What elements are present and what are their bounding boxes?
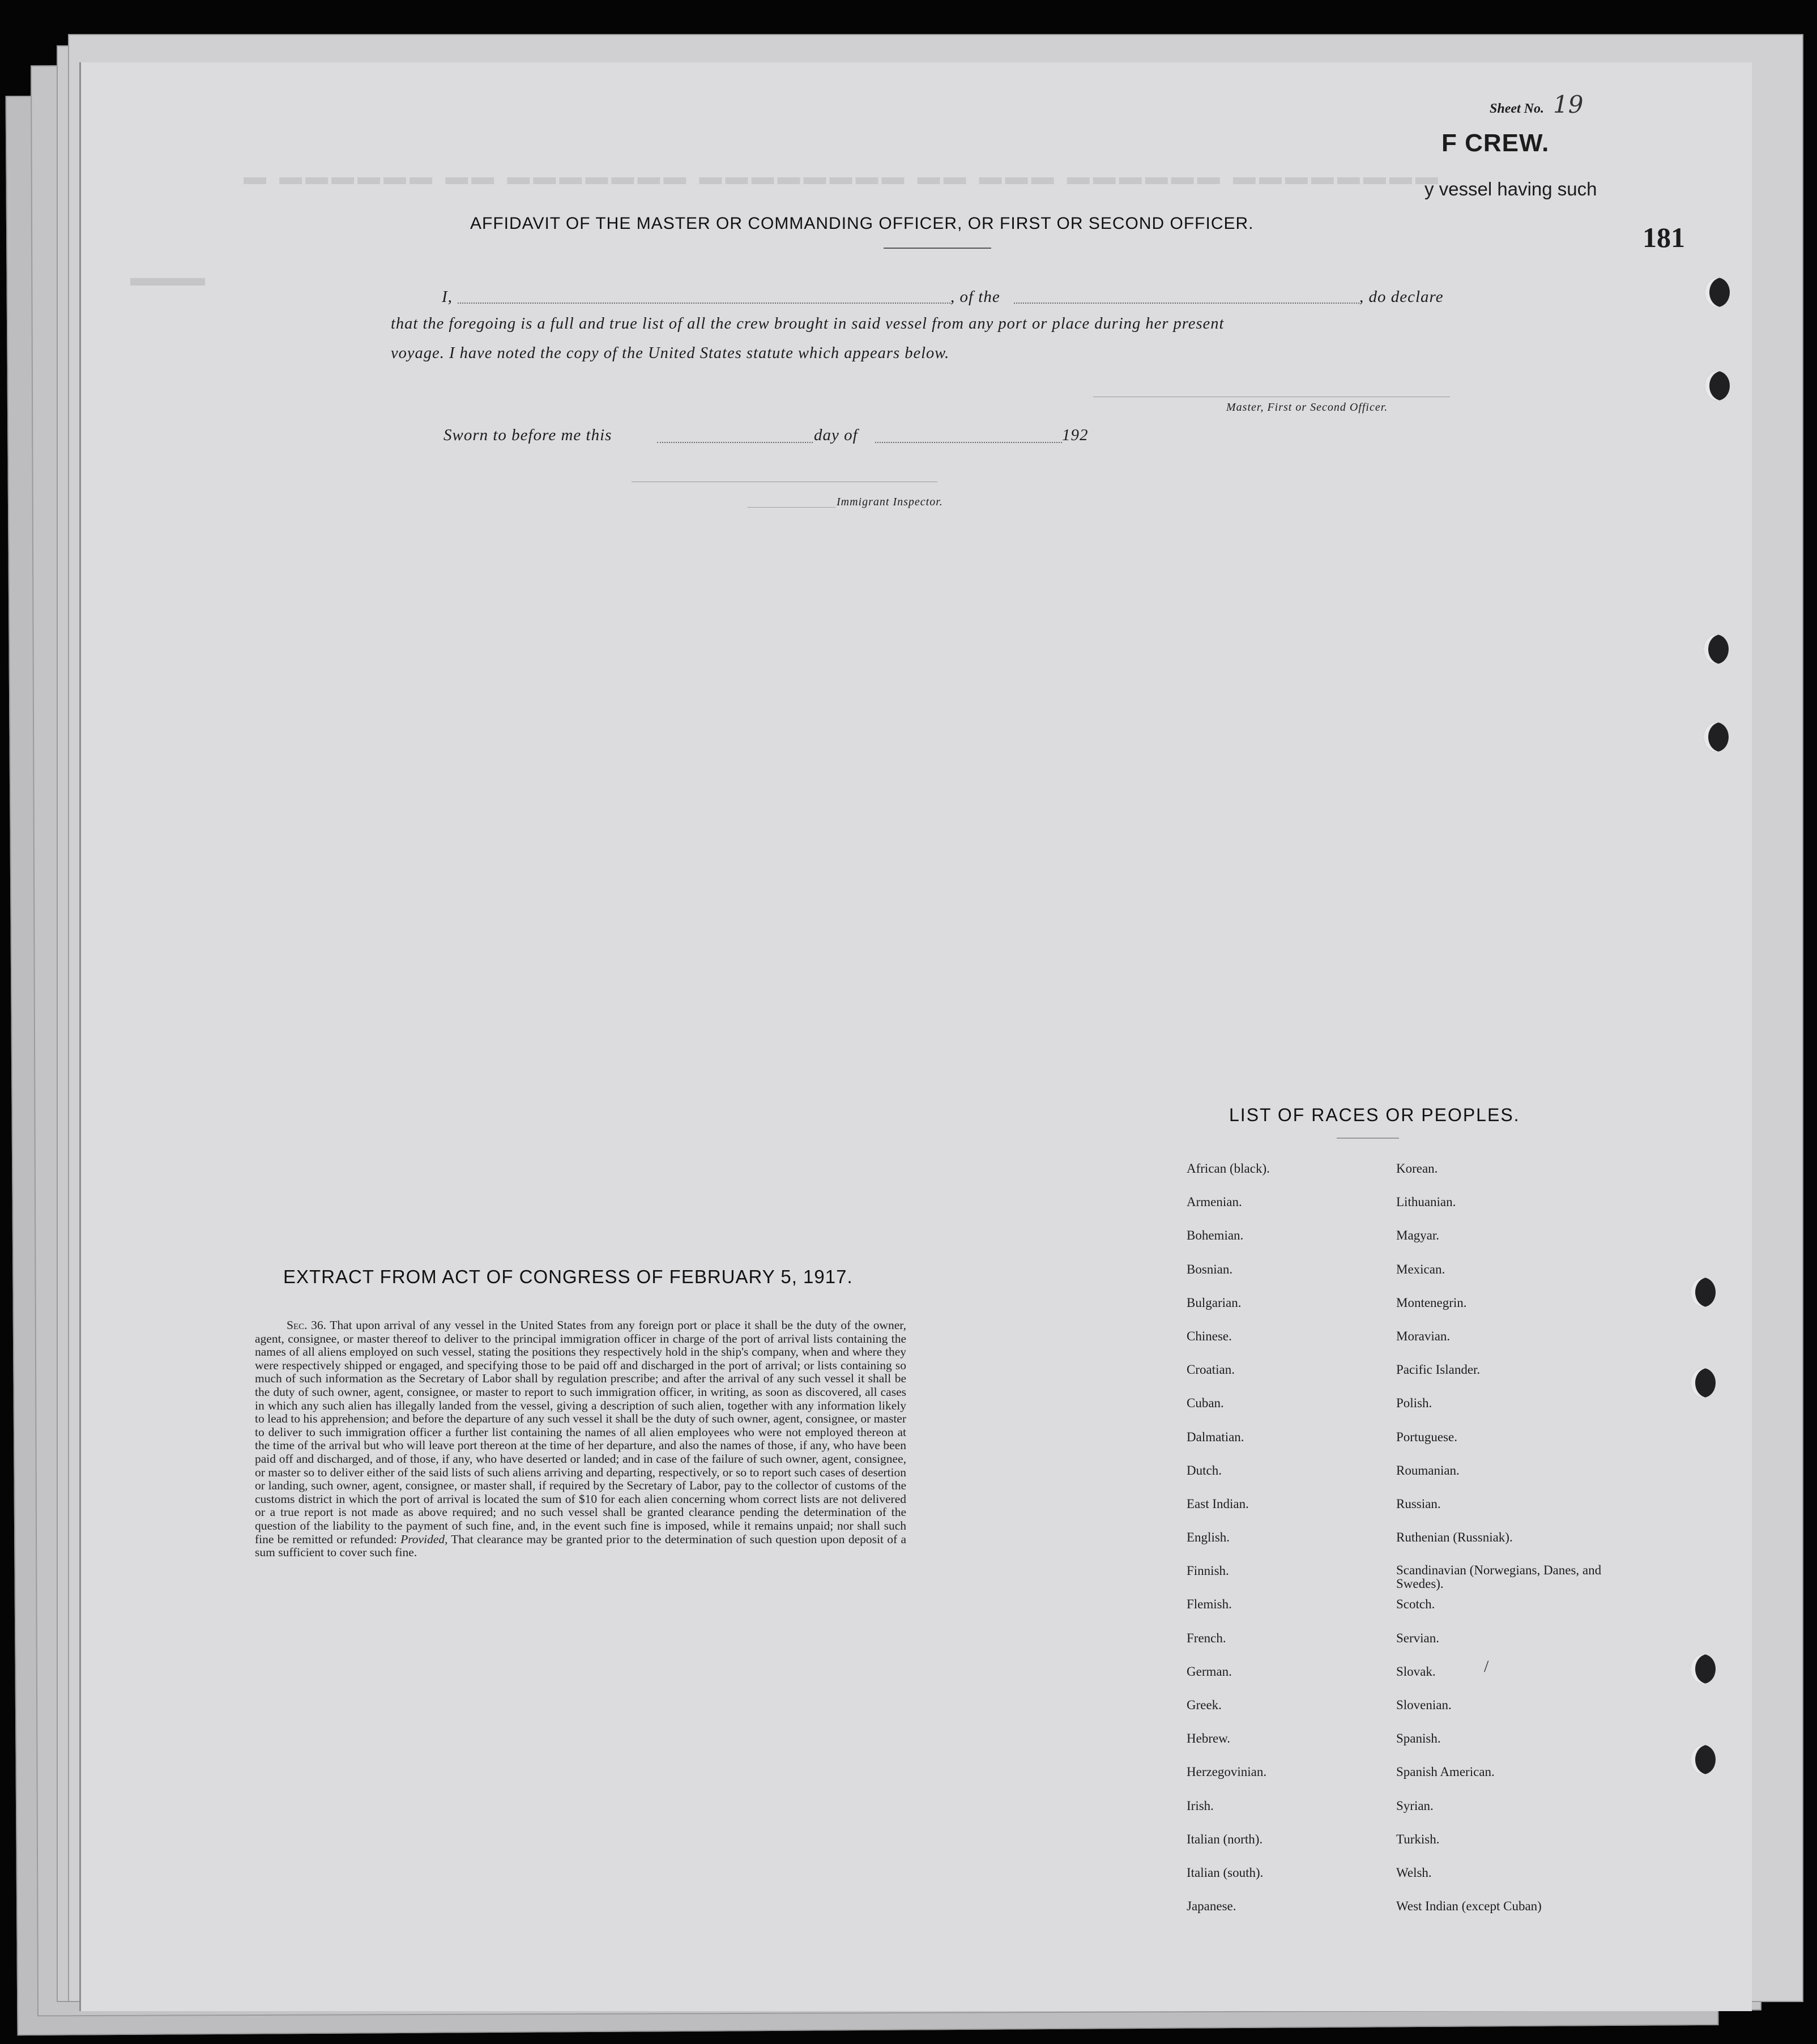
master-name-line: [458, 303, 950, 304]
race-item: Roumanian.: [1396, 1463, 1460, 1477]
master-caption: Master, First or Second Officer.: [1226, 401, 1388, 414]
race-item: German.: [1187, 1664, 1232, 1679]
race-item: Magyar.: [1396, 1228, 1440, 1243]
race-item: Dalmatian.: [1187, 1429, 1244, 1444]
provided-text: That clearance may be granted prior to the determination of such question upon deposit of a sum sufficient to cover such fine.: [255, 1532, 906, 1560]
binder-hole: [1705, 278, 1730, 307]
race-item: French.: [1187, 1630, 1226, 1645]
race-item: Bohemian.: [1187, 1228, 1244, 1243]
sheet-number: [1490, 91, 1583, 118]
vessel-text-fragment: y vessel having such: [1424, 178, 1597, 199]
sec-body: That upon arrival of any vessel in the United States from any foreign port or place it shall be the duty of the owner, agent, consignee, or master thereof to deliver to the principal immigration officer in charge of the port of arrival lists containing the names of all aliens employed on such vessel, stating the positions they respectively hold in the ship's company, when and where they were respectively shipped or engaged, and specifying those to be paid off and discharged in the port of arrival; or lists containing so much of such information as the Secretary of Labor shall by regulation prescribe; and after the arrival of any such vessel it shall be the duty of such owner, agent, consignee, or master to report to such immigration officer, in writing, as soon as discovered, all cases in which any such alien has illegally landed from the vessel, giving a description of such alien, together with any information likely to lead to his apprehension; and before the departure of any such vessel it shall be the duty of such owner, agent, consignee, or master to deliver to such immigration officer a further list containing the names of all alien employees who were not employed thereon at the time of the arrival but who will leave port thereon at the time of her departure, and also the names of those, if any, who have been paid off and discharged, and of those, if any, who have deserted or landed; and in case of the failure of such owner, agent, consignee, or master so to deliver either of the said lists of such aliens arriving and departing, respectively, or so to report such cases of desertion or landing, such owner, agent, consignee, or master shall, if required by the Secretary of Labor, pay to the collector of customs of the customs district in which the port of arrival is located the sum of $10 for each alien concerning whom correct lists are not delivered or a true report is not made as above required; and no such vessel shall be granted clearance pending the determination of the question of the liability to the payment of such fine, and, in the event such fine is imposed, while it remains unpaid; nor shall such fine be remitted or refunded:: [255, 1318, 906, 1546]
race-item: Flemish.: [1187, 1597, 1232, 1612]
races-title: LIST OF RACES OR PEOPLES.: [1229, 1105, 1520, 1125]
binder-hole: [1705, 371, 1730, 401]
bleed-through-text: ▬ ▬▬▬▬▬▬ ▬▬ ▬▬▬▬▬▬▬ ▬▬▬▬▬▬▬▬ ▬▬ ▬▬▬ ▬▬▬▬▬▬ ▬▬▬▬▬▬▬▬: [244, 164, 1441, 189]
races-title-rule: [1337, 1138, 1399, 1139]
race-item: Slovak.: [1396, 1664, 1436, 1679]
binder-hole: [1691, 1368, 1716, 1398]
sworn-month-line: [875, 442, 1062, 443]
year-label: 192: [1062, 426, 1089, 444]
provided-label: Provided,: [400, 1532, 448, 1546]
race-item: Herzegovinian.: [1187, 1765, 1267, 1779]
race-item: Syrian.: [1396, 1798, 1434, 1813]
of-the-label: , of the: [950, 288, 1000, 306]
race-item: Slovenian.: [1396, 1698, 1452, 1712]
crew-heading-fragment: F CREW.: [1441, 129, 1550, 157]
race-item: Scandinavian (Norwegians, Danes, and Swedes).: [1396, 1563, 1602, 1591]
inspector-leader-line: [748, 507, 835, 508]
sheet-no-label: Sheet No.: [1490, 101, 1544, 116]
race-item: Ruthenian (Russniak).: [1396, 1530, 1513, 1545]
inspector-caption: Immigrant Inspector.: [837, 496, 943, 508]
do-declare-label: , do declare: [1359, 288, 1444, 306]
race-item: Portuguese.: [1396, 1429, 1457, 1444]
race-item: Polish.: [1396, 1396, 1432, 1411]
affidavit-statement-line3: voyage. I have noted the copy of the United States statute which appears below.: [391, 344, 950, 362]
sheet-no-value: 19: [1553, 91, 1584, 118]
binder-hole: [1691, 1745, 1716, 1774]
race-item: Japanese.: [1187, 1899, 1236, 1914]
races-column-2: [1396, 1161, 1606, 1932]
race-item: Hebrew.: [1187, 1731, 1231, 1746]
race-item: African (black).: [1187, 1161, 1270, 1176]
race-item: Korean.: [1396, 1161, 1438, 1176]
race-item: Lithuanian.: [1396, 1195, 1456, 1210]
race-item: Armenian.: [1187, 1195, 1242, 1210]
bleed-through-number: ▬▬▬: [130, 263, 205, 291]
binder-hole: [1691, 1278, 1716, 1307]
race-item: Greek.: [1187, 1698, 1222, 1712]
affidavit-i-label: I,: [442, 288, 453, 306]
race-item: Irish.: [1187, 1798, 1214, 1813]
extract-title: EXTRACT FROM ACT OF CONGRESS OF FEBRUARY 5, 1917.: [283, 1266, 853, 1287]
vessel-name-line: [1014, 303, 1359, 304]
race-item: Turkish.: [1396, 1832, 1440, 1846]
day-of-label: day of: [814, 426, 858, 444]
sworn-day-line: [657, 442, 813, 443]
race-item: Chinese.: [1187, 1328, 1232, 1343]
pencil-tick-mark: /: [1484, 1657, 1489, 1676]
sec-label: Sec. 36.: [287, 1318, 326, 1332]
race-item: Spanish.: [1396, 1731, 1441, 1746]
race-item: Finnish.: [1187, 1564, 1229, 1578]
race-item: Croatian.: [1187, 1362, 1235, 1377]
race-item: Montenegrin.: [1396, 1295, 1467, 1310]
binder-hole: [1704, 635, 1729, 664]
race-item: English.: [1187, 1530, 1230, 1545]
binder-hole: [1691, 1654, 1716, 1684]
race-item: Pacific Islander.: [1396, 1362, 1481, 1377]
race-item: Moravian.: [1396, 1328, 1451, 1343]
race-item: Scotch.: [1396, 1597, 1435, 1612]
race-item: Russian.: [1396, 1496, 1441, 1511]
section-36-text: [255, 1319, 906, 1560]
binder-hole: [1704, 722, 1729, 752]
races-column-1: [1187, 1161, 1270, 1932]
race-item: Spanish American.: [1396, 1765, 1495, 1779]
race-item: Italian (south).: [1187, 1865, 1264, 1880]
page-number: 181: [1643, 222, 1685, 253]
title-rule: [884, 248, 991, 249]
affidavit-title: AFFIDAVIT OF THE MASTER OR COMMANDING OFFICER, OR FIRST OR SECOND OFFICER.: [470, 214, 1254, 233]
race-item: West Indian (except Cuban): [1396, 1899, 1542, 1914]
race-item: Bulgarian.: [1187, 1295, 1242, 1310]
sworn-label: Sworn to before me this: [443, 426, 612, 444]
race-item: Servian.: [1396, 1630, 1440, 1645]
race-item: East Indian.: [1187, 1496, 1249, 1511]
race-item: Dutch.: [1187, 1463, 1222, 1477]
race-item: Welsh.: [1396, 1865, 1432, 1880]
race-item: Bosnian.: [1187, 1262, 1233, 1276]
race-item: Italian (north).: [1187, 1832, 1263, 1846]
affidavit-statement-line2: that the foregoing is a full and true list of all the crew brought in said vessel from any port or place during her present: [391, 315, 1225, 333]
race-item: Mexican.: [1396, 1262, 1445, 1276]
race-item: Cuban.: [1187, 1396, 1224, 1411]
